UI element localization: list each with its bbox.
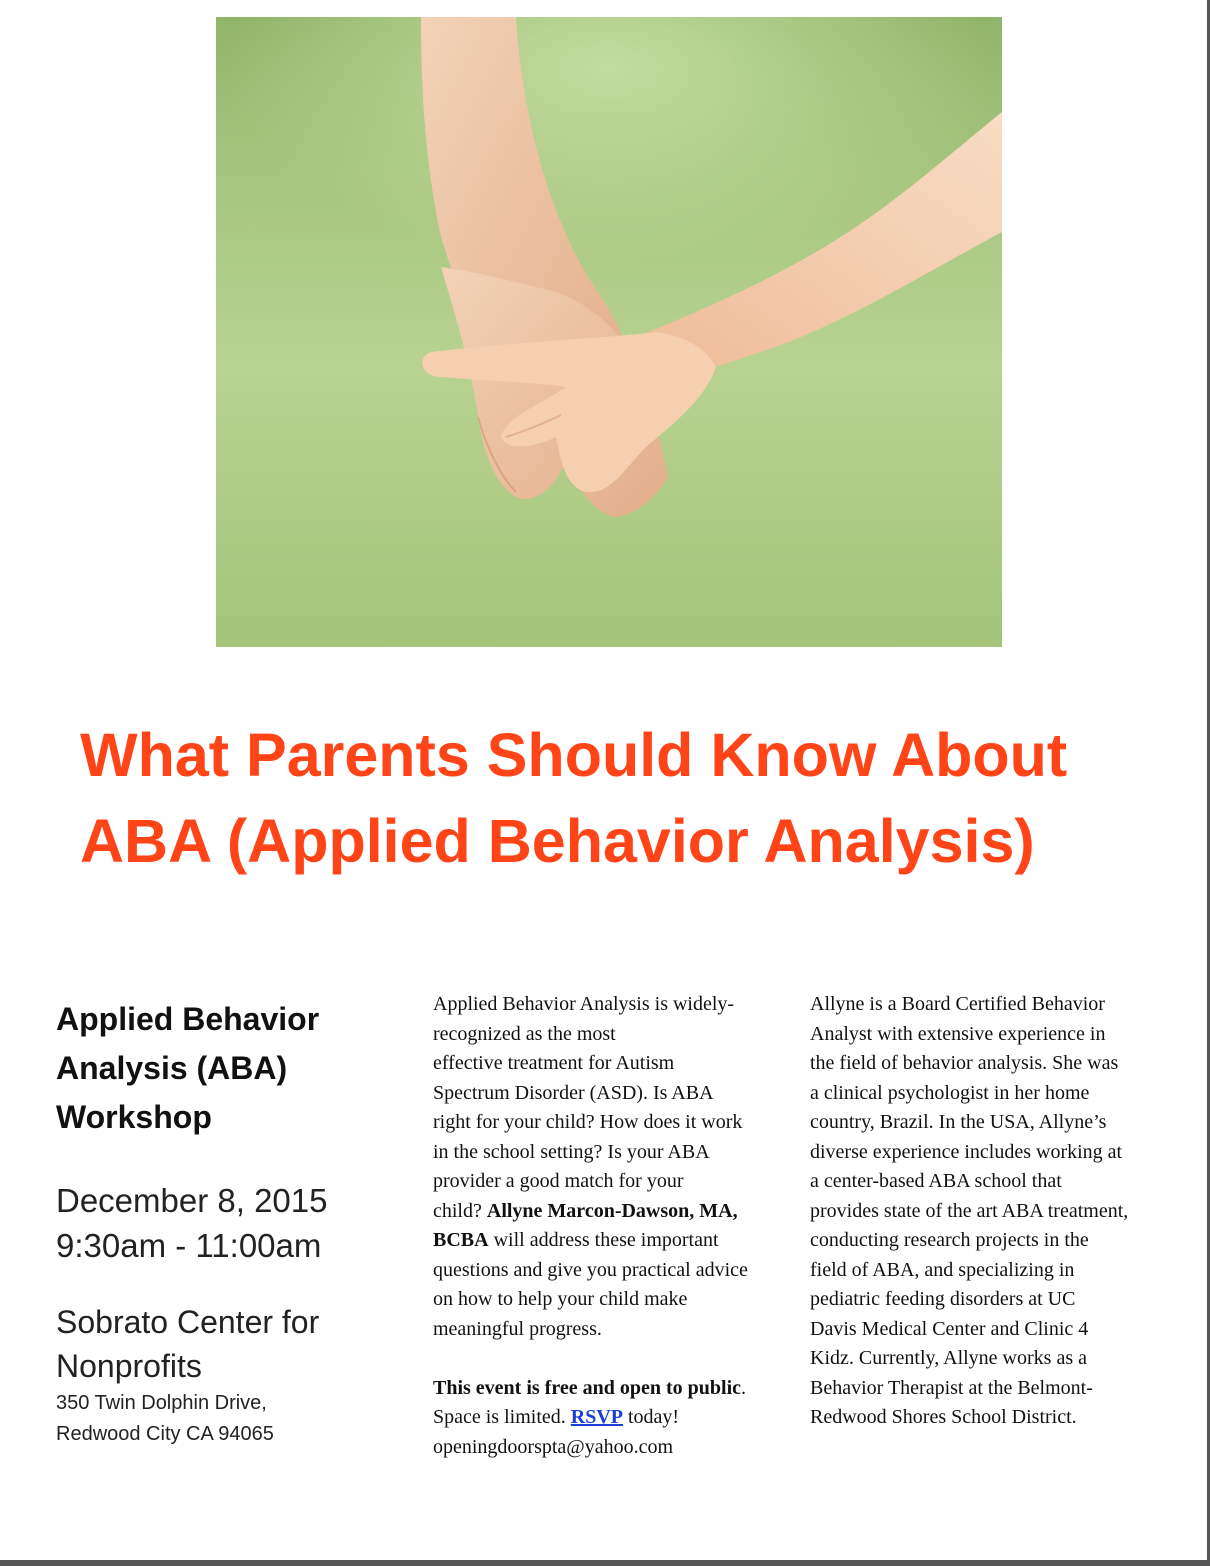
free-event-period: . <box>741 1376 746 1399</box>
description-line: on how to help your child make <box>433 1288 688 1310</box>
speaker-bio <box>810 990 1166 1433</box>
bio-line: Allyne is a Board Certified Behavior <box>810 993 1105 1015</box>
description-line: recognized as the most <box>433 1022 616 1045</box>
bio-line: the field of behavior analysis. She was <box>810 1052 1119 1074</box>
bio-line: conducting research projects in the <box>810 1229 1089 1251</box>
title-line-1: What Parents Should Know About <box>80 721 1068 789</box>
workshop-description <box>433 990 793 1462</box>
bio-line: Davis Medical Center and Clinic 4 <box>810 1317 1089 1340</box>
workshop-name-line: Applied Behavior <box>56 1001 320 1037</box>
address-line: 350 Twin Dolphin Drive, <box>56 1392 267 1414</box>
title-line-2: ABA (Applied Behavior Analysis) <box>80 807 1035 875</box>
description-line: questions and give you practical advice <box>433 1258 748 1281</box>
child-hand <box>422 332 716 492</box>
bio-line: provides state of the art ABA treatment, <box>810 1199 1129 1222</box>
contact-email[interactable]: openingdoorspta@yahoo.com <box>433 1435 674 1458</box>
holding-hands-photo <box>216 17 1002 647</box>
address-line: Redwood City CA 94065 <box>56 1423 274 1445</box>
bio-line: pediatric feeding disorders at UC <box>810 1288 1076 1310</box>
speaker-credential: BCBA <box>433 1229 489 1251</box>
holding-hands-illustration <box>216 17 1002 647</box>
bio-line: Behavior Therapist at the Belmont- <box>810 1376 1093 1399</box>
bio-line: Redwood Shores School District. <box>810 1406 1077 1428</box>
rsvp-line <box>433 1403 793 1433</box>
description-line: effective treatment for Autism <box>433 1052 675 1074</box>
event-address <box>56 1388 386 1450</box>
bio-line: Analyst with extensive experience in <box>810 1022 1106 1045</box>
description-text: will address these important <box>488 1229 719 1251</box>
description-line: provider a good match for your <box>433 1170 684 1192</box>
rsvp-link[interactable]: RSVP <box>570 1406 623 1428</box>
today-text: today! <box>623 1406 680 1428</box>
space-limited-text: Space is limited. <box>433 1406 571 1428</box>
free-event-notice <box>433 1374 793 1404</box>
flyer-title <box>80 712 1180 884</box>
description-line <box>433 1226 793 1256</box>
bio-line: a clinical psychologist in her home <box>810 1081 1090 1104</box>
event-time: 9:30am - 11:00am <box>56 1227 322 1264</box>
event-datetime <box>56 1178 386 1268</box>
speaker-name: Allyne Marcon-Dawson, MA, <box>486 1199 738 1222</box>
workshop-name <box>56 995 386 1142</box>
workshop-name-line: Workshop <box>56 1099 212 1135</box>
bio-line: country, Brazil. In the USA, Allyne’s <box>810 1111 1107 1133</box>
bio-line: Kidz. Currently, Allyne works as a <box>810 1347 1087 1369</box>
description-line: meaningful progress. <box>433 1317 602 1340</box>
event-venue <box>56 1300 386 1388</box>
workshop-name-line: Analysis (ABA) <box>56 1050 288 1086</box>
description-line: Spectrum Disorder (ASD). Is ABA <box>433 1081 714 1104</box>
free-event-text: This event is free and open to public <box>433 1376 741 1399</box>
child-arm <box>636 112 1002 378</box>
bio-line: diverse experience includes working at <box>810 1140 1123 1163</box>
description-line <box>433 1197 793 1227</box>
description-line: right for your child? How does it work <box>433 1111 743 1133</box>
bio-line: a center-based ABA school that <box>810 1170 1062 1192</box>
venue-line: Nonprofits <box>56 1348 202 1384</box>
description-line: in the school setting? Is your ABA <box>433 1140 710 1163</box>
venue-line: Sobrato Center for <box>56 1304 320 1340</box>
description-text: child? <box>433 1199 487 1222</box>
event-details <box>56 995 386 1450</box>
bio-line: field of ABA, and specializing in <box>810 1258 1075 1281</box>
description-line: Applied Behavior Analysis is widely- <box>433 993 735 1015</box>
event-date: December 8, 2015 <box>56 1182 328 1219</box>
page-border-bottom <box>0 1560 1210 1566</box>
